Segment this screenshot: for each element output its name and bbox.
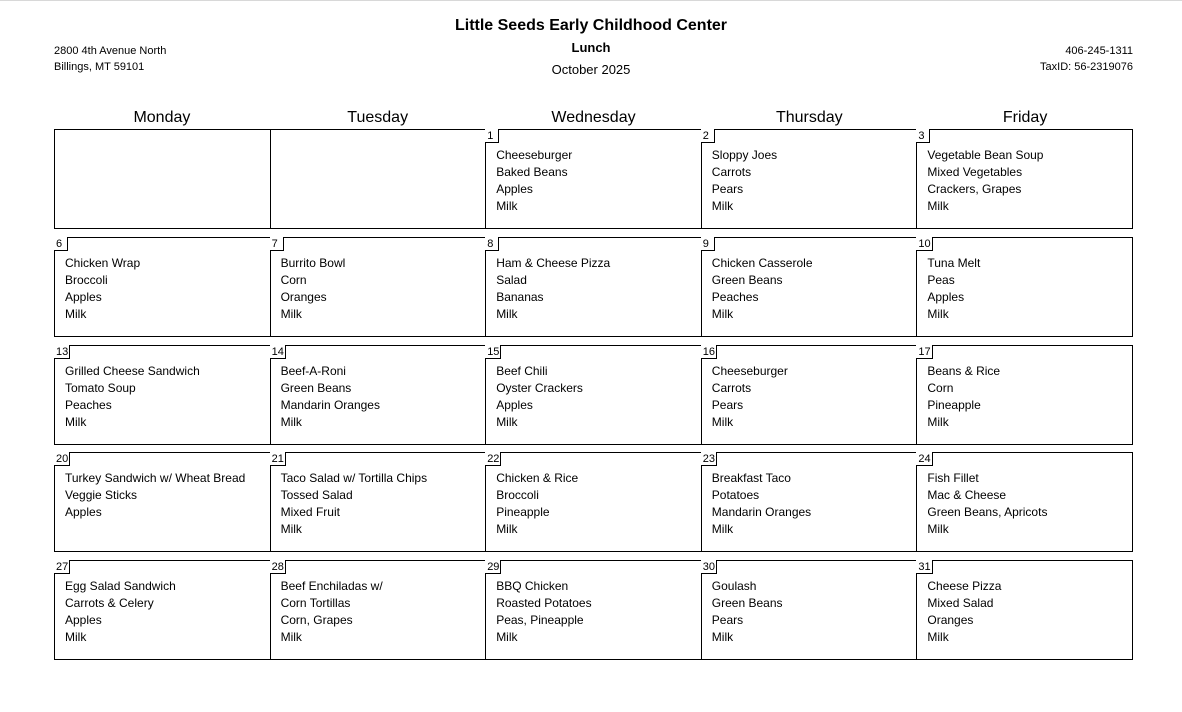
day-cell <box>701 130 917 228</box>
menu-item: Salad <box>496 273 527 287</box>
menu-item: Carrots <box>711 165 752 179</box>
menu-items <box>65 363 264 431</box>
menu-item: Crackers, Grapes <box>927 182 1022 196</box>
menu-items <box>927 363 1126 431</box>
day-cell <box>270 346 486 444</box>
day-number: 1 <box>485 129 499 143</box>
menu-item: Milk <box>496 522 518 536</box>
day-cell <box>916 238 1132 336</box>
menu-items <box>496 255 695 323</box>
menu-items <box>712 578 911 646</box>
tax-id: TaxID: 56-2319076 <box>1040 61 1133 73</box>
day-number: 30 <box>702 561 716 573</box>
day-cell <box>485 238 701 336</box>
menu-item: Corn, Grapes <box>280 613 353 627</box>
menu-item: Oyster Crackers <box>496 381 583 395</box>
phone-number: 406-245-1311 <box>1065 45 1133 57</box>
day-number: 14 <box>271 346 284 358</box>
menu-item: Apples <box>65 290 102 304</box>
day-number: 10 <box>918 238 931 250</box>
calendar-week <box>54 129 1133 229</box>
day-number: 6 <box>54 237 68 251</box>
weekday-header-tuesday: Tuesday <box>347 109 409 126</box>
calendar-week <box>54 345 1133 445</box>
menu-items <box>496 470 695 538</box>
contact-block <box>1040 43 1133 75</box>
day-number: 22 <box>487 453 500 465</box>
day-number: 16 <box>702 346 716 358</box>
address-line-1: 2800 4th Avenue North <box>54 45 167 57</box>
menu-item: Corn Tortillas <box>280 596 351 610</box>
menu-item: Oranges <box>927 613 974 627</box>
calendar-week <box>54 237 1133 337</box>
day-number: 23 <box>702 453 716 465</box>
menu-item: Roasted Potatoes <box>496 596 592 610</box>
day-number: 27 <box>56 561 69 573</box>
menu-item: Milk <box>927 415 949 429</box>
menu-item: Mixed Vegetables <box>927 165 1023 179</box>
menu-item: Veggie Sticks <box>65 488 138 502</box>
menu-item: Milk <box>65 307 87 321</box>
menu-item: Peaches <box>65 398 112 412</box>
menu-items <box>65 255 264 323</box>
menu-item: Pineapple <box>927 398 981 412</box>
menu-item: Oranges <box>280 290 327 304</box>
menu-item: Fish Fillet <box>927 471 979 485</box>
calendar-week <box>54 560 1133 660</box>
menu-item: Breakfast Taco <box>711 471 791 485</box>
menu-item: Milk <box>280 415 302 429</box>
day-number: 3 <box>916 129 930 143</box>
day-cell <box>55 453 270 551</box>
menu-item: Tossed Salad <box>280 488 353 502</box>
menu-items <box>712 470 911 538</box>
day-number: 13 <box>56 346 69 358</box>
menu-item: Beef Chili <box>496 364 548 378</box>
menu-item: Milk <box>496 630 518 644</box>
day-cell <box>916 130 1132 228</box>
menu-item: Goulash <box>711 579 757 593</box>
menu-item: Milk <box>496 415 518 429</box>
day-number: 2 <box>701 129 715 143</box>
menu-item: Milk <box>711 415 734 429</box>
menu-items <box>281 255 480 323</box>
menu-item: Pears <box>711 398 744 412</box>
menu-items <box>65 470 264 521</box>
menu-item: Potatoes <box>711 488 760 502</box>
menu-item: Cheeseburger <box>496 148 573 162</box>
menu-item: Corn <box>280 273 307 287</box>
menu-item: Cheeseburger <box>711 364 788 378</box>
menu-items <box>496 147 695 215</box>
day-number: 15 <box>487 346 500 358</box>
menu-item: Milk <box>711 630 734 644</box>
day-cell <box>270 453 486 551</box>
menu-item: Carrots & Celery <box>65 596 154 610</box>
menu-item: Tomato Soup <box>65 381 136 395</box>
menu-item: Pears <box>711 613 744 627</box>
menu-item: Peas <box>927 273 955 287</box>
menu-item: Mixed Salad <box>927 596 994 610</box>
menu-items <box>712 147 911 215</box>
menu-item: Beef-A-Roni <box>280 364 346 378</box>
weekday-headers <box>54 109 1133 127</box>
menu-item: Carrots <box>711 381 752 395</box>
menu-item: Milk <box>927 199 949 213</box>
day-cell <box>55 238 270 336</box>
day-cell <box>55 130 270 228</box>
day-cell <box>485 346 701 444</box>
menu-item: Apples <box>65 505 102 519</box>
menu-item: Ham & Cheese Pizza <box>496 256 611 270</box>
menu-item: Corn <box>927 381 954 395</box>
day-cell <box>485 130 701 228</box>
menu-item: Apples <box>65 613 102 627</box>
day-cell <box>485 561 701 659</box>
menu-items <box>281 578 480 646</box>
day-number: 7 <box>270 237 284 251</box>
menu-item: Chicken Casserole <box>711 256 813 270</box>
menu-item: BBQ Chicken <box>496 579 569 593</box>
weekday-header-thursday: Thursday <box>775 109 843 126</box>
menu-item: Cheese Pizza <box>927 579 1002 593</box>
menu-item: Mac & Cheese <box>927 488 1007 502</box>
menu-item: Pineapple <box>496 505 550 519</box>
menu-item: Grilled Cheese Sandwich <box>65 364 200 378</box>
day-number: 8 <box>485 237 499 251</box>
menu-item: Chicken Wrap <box>65 256 141 270</box>
weekday-header-wednesday: Wednesday <box>551 109 636 126</box>
menu-items <box>712 255 911 323</box>
menu-item: Milk <box>496 199 518 213</box>
weekday-header-monday: Monday <box>133 109 191 126</box>
day-number: 20 <box>56 453 69 465</box>
menu-items <box>496 363 695 431</box>
menu-item: Sloppy Joes <box>711 148 778 162</box>
menu-item: Baked Beans <box>496 165 568 179</box>
meal-type: Lunch <box>571 40 611 55</box>
menu-item: Burrito Bowl <box>280 256 346 270</box>
menu-item: Pears <box>711 182 744 196</box>
menu-items <box>496 578 695 646</box>
day-number: 21 <box>271 453 284 465</box>
menu-items <box>712 363 911 431</box>
weekday-header-friday: Friday <box>1002 109 1048 126</box>
menu-item: Milk <box>280 307 302 321</box>
menu-item: Milk <box>280 522 302 536</box>
day-cell <box>701 346 917 444</box>
menu-items <box>927 470 1126 538</box>
menu-item: Mandarin Oranges <box>280 398 380 412</box>
day-cell <box>701 561 917 659</box>
menu-item: Green Beans <box>711 596 783 610</box>
menu-item: Bananas <box>496 290 544 304</box>
address-block <box>54 43 166 75</box>
menu-item: Mandarin Oranges <box>711 505 812 519</box>
menu-items <box>927 147 1126 215</box>
menu-item: Milk <box>927 522 949 536</box>
day-cell <box>916 561 1132 659</box>
day-number: 31 <box>918 561 931 573</box>
menu-items <box>927 578 1126 646</box>
day-cell <box>701 453 917 551</box>
day-cell <box>55 346 270 444</box>
menu-items <box>65 578 264 646</box>
menu-item: Milk <box>927 630 949 644</box>
day-cell <box>916 453 1132 551</box>
day-cell <box>55 561 270 659</box>
menu-item: Milk <box>496 307 518 321</box>
menu-item: Taco Salad w/ Tortilla Chips <box>280 471 428 485</box>
day-number: 29 <box>487 561 500 573</box>
menu-item: Green Beans, Apricots <box>927 505 1048 519</box>
menu-item: Beans & Rice <box>927 364 1001 378</box>
menu-item: Turkey Sandwich w/ Wheat Bread <box>65 471 246 485</box>
day-number: 24 <box>918 453 931 465</box>
menu-item: Milk <box>280 630 302 644</box>
address-line-2: Billings, MT 59101 <box>54 61 145 73</box>
menu-item: Egg Salad Sandwich <box>65 579 176 593</box>
menu-item: Milk <box>927 307 949 321</box>
day-cell <box>701 238 917 336</box>
menu-item: Apples <box>927 290 965 304</box>
day-cell <box>485 453 701 551</box>
menu-item: Milk <box>711 307 734 321</box>
month-label: October 2025 <box>551 62 631 77</box>
day-number: 17 <box>918 346 931 358</box>
menu-item: Green Beans <box>711 273 783 287</box>
menu-item: Milk <box>711 199 734 213</box>
menu-item: Apples <box>496 398 533 412</box>
menu-item: Peaches <box>711 290 759 304</box>
menu-item: Tuna Melt <box>927 256 981 270</box>
day-cell <box>270 130 486 228</box>
menu-item: Milk <box>711 522 734 536</box>
day-cell <box>270 238 486 336</box>
menu-items <box>927 255 1126 323</box>
calendar-week <box>54 452 1133 552</box>
menu-item: Milk <box>65 630 87 644</box>
day-cell <box>270 561 486 659</box>
menu-item: Mixed Fruit <box>280 505 340 519</box>
day-number: 28 <box>271 561 284 573</box>
menu-item: Vegetable Bean Soup <box>927 148 1044 162</box>
menu-item: Chicken & Rice <box>496 471 579 485</box>
menu-item: Broccoli <box>65 273 108 287</box>
day-number: 9 <box>701 237 715 251</box>
menu-item: Peas, Pineapple <box>496 613 584 627</box>
menu-item: Milk <box>65 415 87 429</box>
center-title: Little Seeds Early Childhood Center <box>454 17 728 34</box>
menu-item: Broccoli <box>496 488 539 502</box>
day-cell <box>916 346 1132 444</box>
menu-item: Apples <box>496 182 533 196</box>
menu-item: Green Beans <box>280 381 352 395</box>
menu-items <box>281 470 480 538</box>
menu-item: Beef Enchiladas w/ <box>280 579 383 593</box>
menu-items <box>281 363 480 431</box>
